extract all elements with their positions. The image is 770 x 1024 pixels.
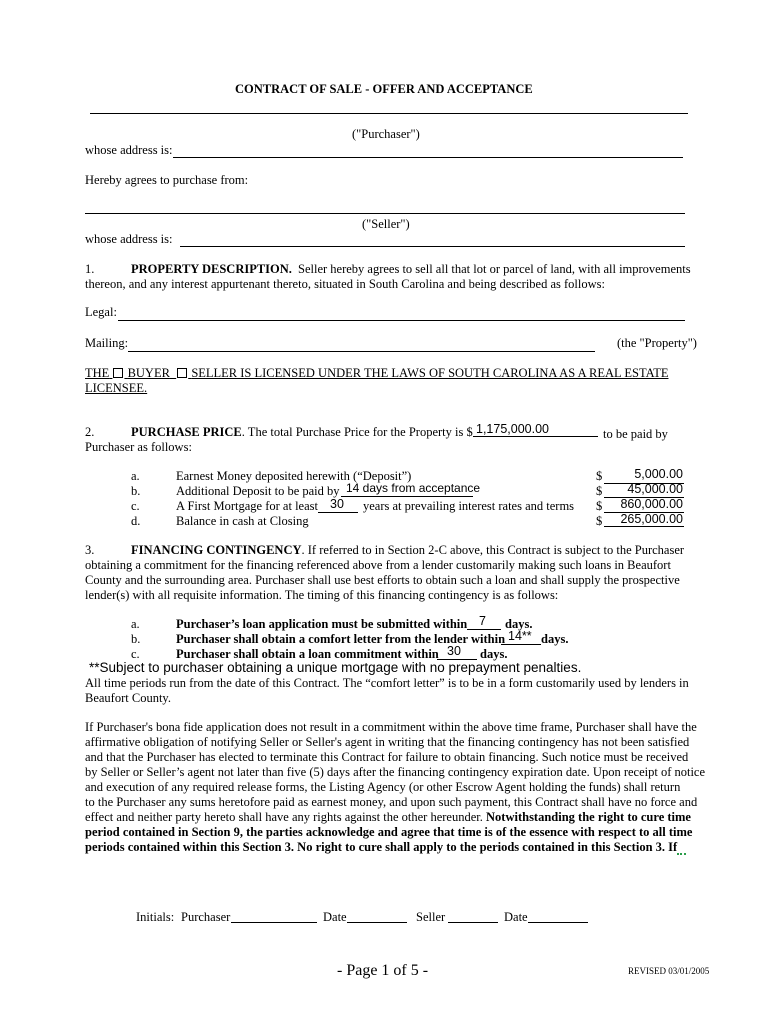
item-text: Purchaser’s loan application must be submitted within xyxy=(176,617,468,631)
mailing-field[interactable] xyxy=(128,351,595,352)
section3-intro-4: lender(s) with all requisite information. The timing of this financing contingency is as follows: xyxy=(85,588,559,602)
item-letter: b. xyxy=(131,632,141,646)
section2-tobe: to be paid by xyxy=(603,427,668,441)
initials-date2-field[interactable] xyxy=(528,922,588,923)
initials-seller-field[interactable] xyxy=(448,922,498,923)
mortgage-note[interactable]: **Subject to purchaser obtaining a unique mortgage with no prepayment penalties. xyxy=(89,660,582,675)
dollar-sign: $ xyxy=(596,484,603,498)
paragraph-bold-line: period contained in Section 9, the parties acknowledge and agree that time is of the essence with respect to all time xyxy=(85,825,693,839)
section2-heading: PURCHASE PRICE xyxy=(131,425,242,439)
revised-date: REVISED 03/01/2005 xyxy=(628,966,710,976)
time-periods-2: Beaufort County. xyxy=(85,691,171,705)
item-text-2: years at prevailing interest rates and terms xyxy=(363,499,575,513)
license-buyer: BUYER xyxy=(127,366,170,380)
item-suffix: days. xyxy=(541,632,569,646)
title-rule xyxy=(90,113,688,114)
legal-field[interactable] xyxy=(118,320,685,321)
item-text: Purchaser shall obtain a comfort letter from the lender within xyxy=(176,632,506,646)
item-text: Additional Deposit to be paid by xyxy=(176,484,340,498)
purchase-price-value[interactable]: 1,175,000.00 xyxy=(476,422,549,436)
paragraph-line: affirmative obligation of notifying Seller or Seller's agent in writing that the financing contingency has not been satisfied xyxy=(85,735,690,749)
item-letter: c. xyxy=(131,499,140,513)
initials-date-field[interactable] xyxy=(347,922,407,923)
page-title: CONTRACT OF SALE - OFFER AND ACCEPTANCE xyxy=(235,82,533,96)
seller-checkbox[interactable] xyxy=(177,368,187,378)
agrees-text: Hereby agrees to purchase from: xyxy=(85,173,249,187)
loan-application-days-field[interactable] xyxy=(467,629,501,630)
license-seller: SELLER IS LICENSED UNDER THE LAWS OF SOUTH CAROLINA AS A REAL ESTATE xyxy=(191,366,669,380)
paragraph-line: If Purchaser's bona fide application does not result in a commitment within the above time frame, Purchaser shall have the xyxy=(85,720,697,734)
item-suffix: days. xyxy=(480,647,508,661)
loan-application-days-value[interactable]: 7 xyxy=(479,614,486,628)
initials-purchaser-label: Purchaser xyxy=(181,910,231,924)
purchaser-tag: ("Purchaser") xyxy=(352,127,420,141)
time-periods-1: All time periods run from the date of this Contract. The “comfort letter” is to be in a form customarily used by lenders in xyxy=(85,676,689,690)
section3-number: 3. xyxy=(85,543,95,557)
initials-seller-label: Seller xyxy=(416,910,446,924)
seller-tag: ("Seller") xyxy=(362,217,410,231)
item-text: Purchaser shall obtain a loan commitment within xyxy=(176,647,439,661)
dollar-sign: $ xyxy=(596,514,603,528)
mailing-label: Mailing: xyxy=(85,336,129,350)
comfort-letter-days-field[interactable] xyxy=(501,644,541,645)
section1-number: 1. xyxy=(85,262,95,276)
section3-heading: FINANCING CONTINGENCY xyxy=(131,543,302,557)
paragraph-line: and that the Purchaser has elected to terminate this Contract for failure to obtain financing. Such notice must be received xyxy=(85,750,689,764)
additional-deposit-field[interactable] xyxy=(341,496,473,497)
section2-line xyxy=(131,425,473,440)
item-text: A First Mortgage for at least xyxy=(176,499,318,513)
section2-text: . The total Purchase Price for the Property is $ xyxy=(241,425,473,439)
buyer-checkbox[interactable] xyxy=(113,368,123,378)
seller-address-field[interactable] xyxy=(180,246,685,247)
seller-address-label: whose address is: xyxy=(85,232,173,246)
initials-date2-label: Date xyxy=(504,910,528,924)
item-letter: c. xyxy=(131,647,140,661)
purchase-price-field[interactable] xyxy=(473,436,598,437)
license-line xyxy=(85,366,669,381)
paragraph-bold-text: Notwithstanding the right to cure time xyxy=(486,810,691,824)
section3-intro-3: County and the surrounding area. Purchaser shall use best efforts to obtain such a loan and shall supply the prospective xyxy=(85,573,680,587)
item-suffix: days. xyxy=(505,617,533,631)
paragraph-bold-line: periods contained within this Section 3. No right to cure shall apply to the periods contained in this Section 3. If xyxy=(85,840,678,854)
amount-value[interactable]: 860,000.00 xyxy=(620,497,683,511)
item-letter: d. xyxy=(131,514,141,528)
initials-label: Initials: xyxy=(136,910,175,924)
amount-field[interactable] xyxy=(604,526,684,527)
section2-as-follows: Purchaser as follows: xyxy=(85,440,192,454)
item-letter: a. xyxy=(131,469,140,483)
paragraph-line: by Seller or Seller’s agent not later than five (5) days after the financing contingency expiration date. Upon receipt of notice xyxy=(85,765,706,779)
legal-label: Legal: xyxy=(85,305,117,319)
item-text: Balance in cash at Closing xyxy=(176,514,309,528)
section2-number: 2. xyxy=(85,425,95,439)
section3-intro-2: obtaining a commitment for the financing referenced above from a lender customarily making such loans in Beaufort xyxy=(85,558,671,572)
page-number: - Page 1 of 5 - xyxy=(337,962,429,979)
license-licensee: LICENSEE. xyxy=(85,381,148,395)
paragraph-line-mixed xyxy=(85,810,691,825)
comfort-letter-days-value[interactable]: 14** xyxy=(508,629,532,643)
section1-heading: PROPERTY DESCRIPTION. xyxy=(131,262,292,276)
seller-name-field[interactable] xyxy=(85,213,685,214)
spellcheck-mark xyxy=(677,853,686,855)
section3-line1 xyxy=(131,543,684,558)
mortgage-years-value[interactable]: 30 xyxy=(330,497,344,511)
item-letter: a. xyxy=(131,617,140,631)
item-letter: b. xyxy=(131,484,141,498)
item-text: Earnest Money deposited herewith (“Deposit”) xyxy=(176,469,412,483)
dollar-sign: $ xyxy=(596,469,603,483)
amount-value[interactable]: 45,000.00 xyxy=(627,482,683,496)
section1-text-a: Seller hereby agrees to sell all that lot or parcel of land, with all improvements xyxy=(298,262,691,276)
purchaser-address-field[interactable] xyxy=(173,157,683,158)
purchaser-address-label: whose address is: xyxy=(85,143,173,157)
paragraph-line: to the Purchaser any sums heretofore paid as earnest money, and upon such payment, this Contract shall have no force and xyxy=(85,795,698,809)
initials-date-label: Date xyxy=(323,910,347,924)
initials-purchaser-field[interactable] xyxy=(231,922,317,923)
mortgage-years-field[interactable] xyxy=(318,512,358,513)
section1-text-b: thereon, and any interest appurtenant thereto, situated in South Carolina and being described as follows: xyxy=(85,277,605,291)
loan-commitment-days-value[interactable]: 30 xyxy=(447,644,461,658)
property-tag: (the "Property") xyxy=(617,336,697,350)
paragraph-line: and execution of any required release forms, the Listing Agency (or other Escrow Agent holding the funds) shall return xyxy=(85,780,681,794)
paragraph-normal-text: effect and neither party hereto shall have any rights against the other hereunder. xyxy=(85,810,483,824)
dollar-sign: $ xyxy=(596,499,603,513)
amount-value[interactable]: 5,000.00 xyxy=(634,467,683,481)
section3-intro: . If referred to in Section 2-C above, this Contract is subject to the Purchaser xyxy=(301,543,685,557)
additional-deposit-value[interactable]: 14 days from acceptance xyxy=(346,481,481,495)
license-the: THE xyxy=(85,366,110,380)
amount-value[interactable]: 265,000.00 xyxy=(620,512,683,526)
